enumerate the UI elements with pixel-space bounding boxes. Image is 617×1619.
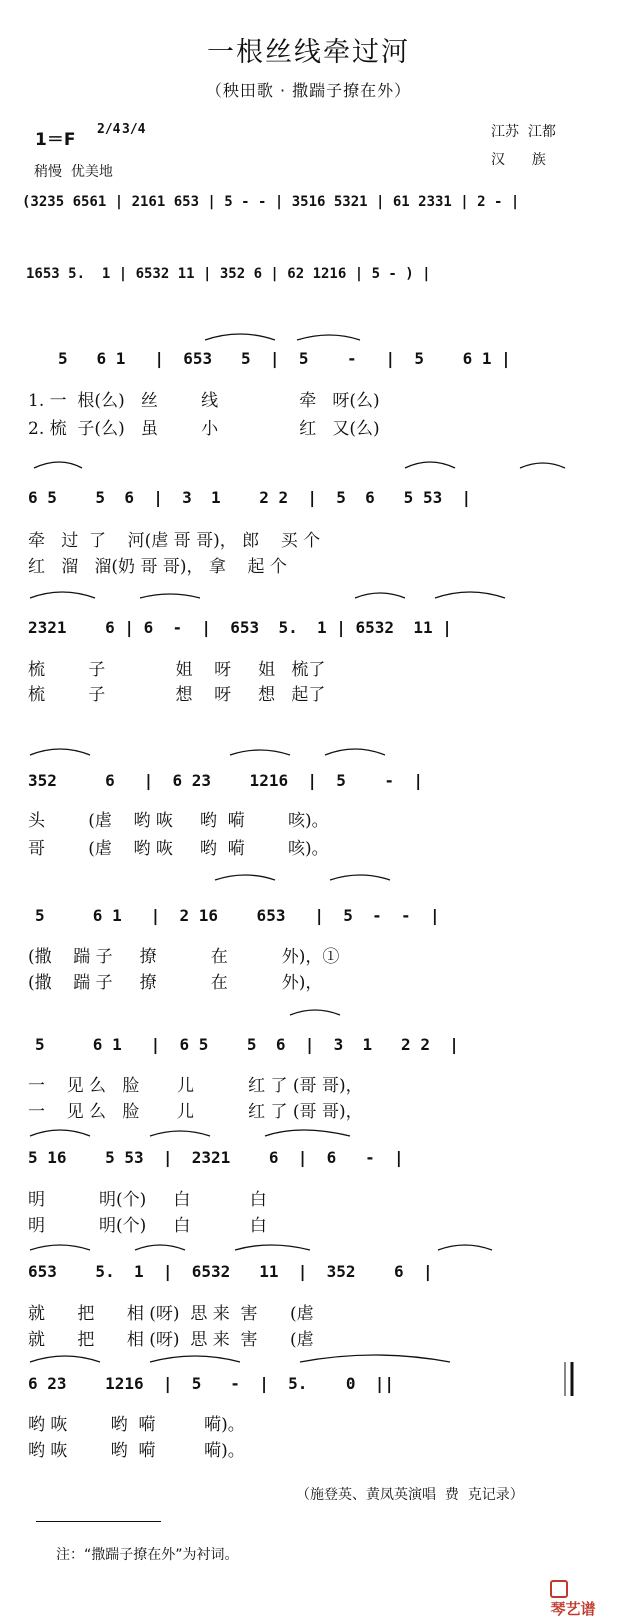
system-9-lyric-2: 哟 咴 哟 嗬 嗬)。 [28,1441,245,1461]
system-5-lyric-2: (撒 踹 子 撩 在 外)， [28,973,323,993]
system-8-lyric-1: 就 把 相 (呀) 思 来 害 (虐 [28,1304,314,1324]
origin-region: 江苏 江都 [491,124,556,140]
slur-s1-b [297,335,360,340]
slur-s3-d [435,592,505,598]
slur-s8-d [438,1245,492,1250]
prelude-line-1: (3235 6561 | 2161 653 | 5 - - | 3516 5321 | 61 2331 | 2 - | [22,194,520,210]
prelude-line-2: 1653 5. 1 | 6532 11 | 352 6 | 62 1216 | 5 - ) | [26,266,431,282]
system-7-notes: 5 16 5 53 | 2321 6 | 6 - | [28,1148,404,1167]
system-7-lyric-2: 明 明(个) 白 白 [28,1216,267,1236]
key-signature: 1＝F [35,130,76,150]
system-2-lyric-2: 红 溜 溜(奶 哥 哥)， 拿 起 个 [28,557,287,577]
slur-s3-a [30,592,95,598]
slur-s7-c [265,1130,350,1136]
slur-s9-a [30,1356,100,1362]
system-6-lyric-2: 一 见 么 脸 儿 红 了 (哥 哥)， [28,1102,363,1122]
system-3-lyric-1: 梳 子 姐 呀 姐 梳了 [28,660,326,680]
system-3-notes: 2321 6 | 6 - | 653 5. 1 | 6532 11 | [28,618,452,637]
slur-s8-a [30,1245,90,1250]
footnote: 注：“撒踹子撩在外”为衬词。 [56,1547,239,1563]
performer-credit: （施登英、黄凤英演唱 费 克记录） [296,1487,524,1503]
slur-s5-a [215,875,275,880]
system-6-notes: 5 6 1 | 6 5 5 6 | 3 1 2 2 | [35,1035,459,1054]
system-4-notes: 352 6 | 6 23 1216 | 5 - | [28,771,423,790]
meter-b: 3/4 [122,122,146,137]
slur-s9-b [150,1356,240,1362]
slur-s3-c [355,593,405,598]
system-2-lyric-1: 牵 过 了 河(虐 哥 哥)， 郎 买 个 [28,531,321,551]
slur-s2-c [520,463,565,468]
system-4-lyric-1: 头 (虐 哟 咴 哟 嗬 咳)。 [28,811,329,831]
slur-s5-b [330,875,390,880]
system-9-notes: 6 23 1216 | 5 - | 5. 0 || [28,1374,395,1393]
song-subtitle: （秧田歌 · 撒踹子撩在外） [205,81,412,100]
system-1-notes: 5 6 1 | 653 5 | 5 - | 5 6 1 | [58,349,511,368]
system-1-lyric-2: 2. 梳 子(么) 虽 小 红 又(么) [28,419,380,439]
tempo-marking: 稍慢 优美地 [34,164,113,180]
system-9-lyric-1: 哟 咴 哟 嗬 嗬)。 [28,1415,245,1435]
slur-s9-c [300,1355,450,1362]
slur-s8-c [235,1245,310,1250]
slur-s6-a [290,1010,340,1015]
system-8-lyric-2: 就 把 相 (呀) 思 来 害 (虐 [28,1330,314,1350]
slur-s1-a [205,334,275,340]
slur-s2-b [405,462,455,468]
system-5-notes: 5 6 1 | 2 16 653 | 5 - - | [35,906,440,925]
slur-s8-b [135,1245,185,1250]
slur-s4-a [30,749,90,755]
system-7-lyric-1: 明 明(个) 白 白 [28,1190,267,1210]
system-6-lyric-1: 一 见 么 脸 儿 红 了 (哥 哥)， [28,1076,363,1096]
system-5-lyric-1: (撒 踹 子 撩 在 外)，① [28,947,340,967]
origin-ethnicity: 汉 族 [491,152,546,168]
slur-s4-b [230,750,290,755]
system-3-lyric-2: 梳 子 想 呀 想 起了 [28,685,326,705]
system-8-notes: 653 5. 1 | 6532 11 | 352 6 | [28,1262,433,1281]
system-4-lyric-2: 哥 (虐 哟 咴 哟 嗬 咳)。 [28,839,329,859]
slur-s3-b [140,594,200,598]
meter-a: 2/4 [97,122,121,137]
logo-text: 琴艺谱 [550,1599,596,1618]
slur-s4-c [325,749,385,755]
song-title: 一根丝线牵过河 [207,37,410,68]
slur-s2-a [34,462,82,468]
slur-s7-a [30,1130,90,1136]
system-2-notes: 6 5 5 6 | 3 1 2 2 | 5 6 5 53 | [28,488,472,507]
system-1-lyric-1: 1. 一 根(么) 丝 线 牵 呀(么) [28,391,380,411]
slur-s7-b [150,1131,210,1136]
